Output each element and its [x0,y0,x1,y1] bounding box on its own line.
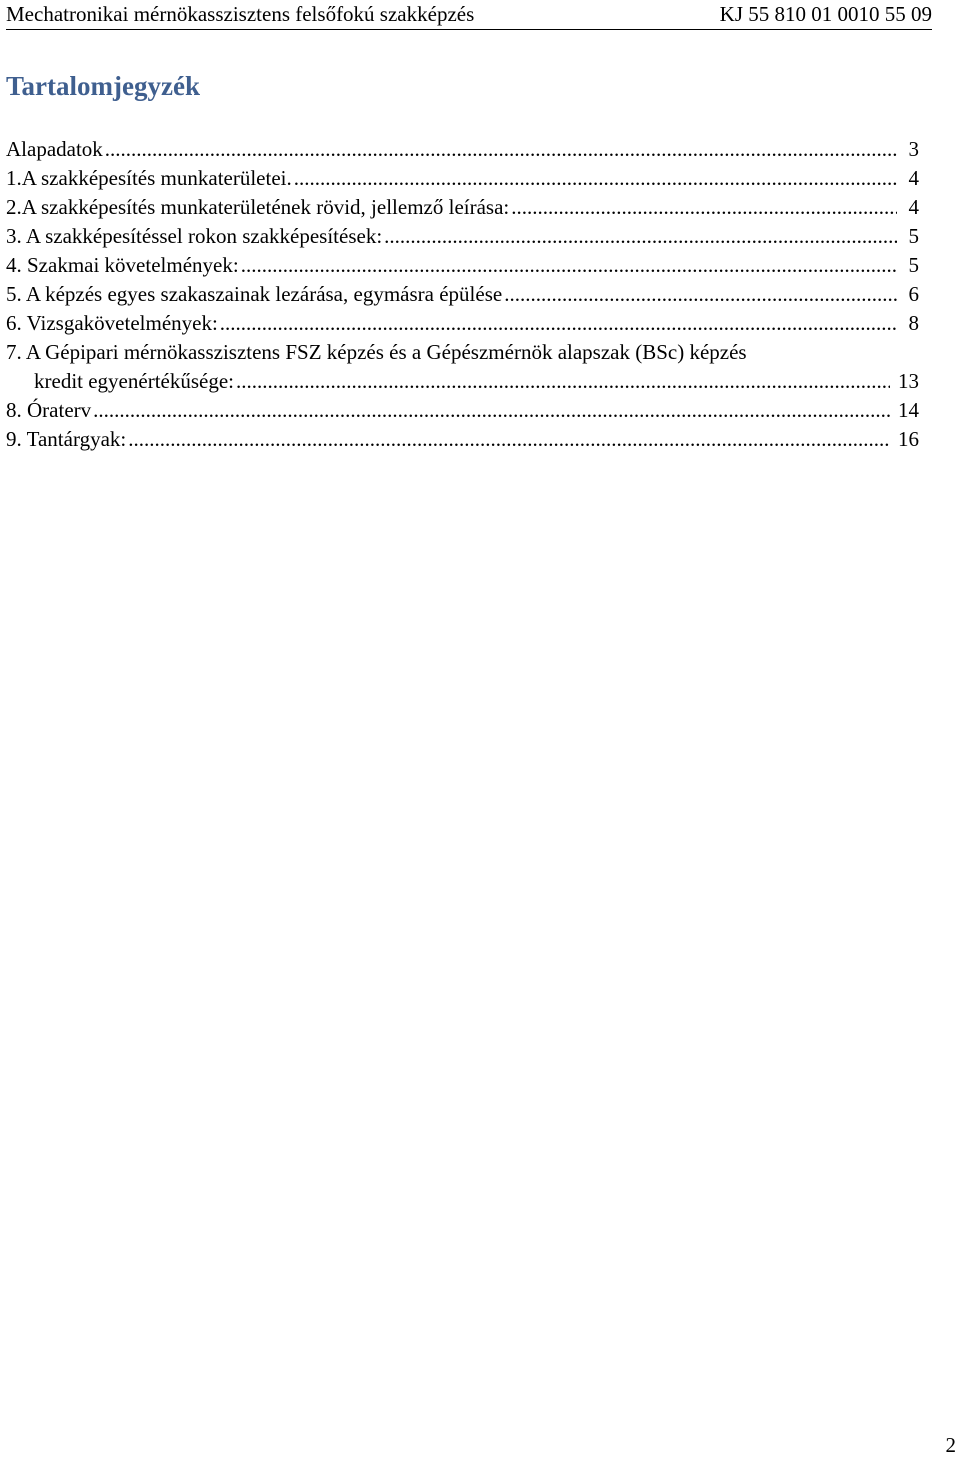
toc-entry-label: kredit egyenértékűsége: [34,369,234,393]
toc-entry-7-line2[interactable] [6,367,919,396]
toc-entry-page: 4 [908,195,919,219]
toc-entry-2[interactable] [6,193,919,222]
toc-entry-label: 5. A képzés egyes szakaszainak lezárása, egymásra épülése [6,282,503,306]
page-number: 2 [945,1433,956,1457]
toc-leader-dots [511,193,897,222]
toc-entry-page: 5 [908,253,919,277]
toc-leader-dots [236,367,890,396]
toc-entry-5[interactable] [6,280,919,309]
toc-entry-label: 9. Tantárgyak: [6,427,127,451]
toc-entry-9[interactable] [6,425,919,454]
toc-entry-page: 16 [898,427,919,451]
toc-entry-label: 1.A szakképesítés munkaterületei. [6,166,292,190]
toc-entry-label: Alapadatok [6,137,103,161]
header-course-title: Mechatronikai mérnökasszisztens felsőfokú szakképzés [6,2,475,26]
toc-leader-dots [105,135,897,164]
toc-entry-1[interactable] [6,164,919,193]
toc-leader-dots [128,425,890,454]
table-of-contents [6,135,919,454]
toc-entry-4[interactable] [6,251,919,280]
toc-entry-6[interactable] [6,309,919,338]
toc-entry-label: 2.A szakképesítés munkaterületének rövid, jellemző leírása: [6,195,510,219]
toc-leader-dots [504,280,897,309]
toc-entry-alapadatok[interactable] [6,135,919,164]
toc-entry-page: 8 [908,311,919,335]
toc-entry-label: 7. A Gépipari mérnökasszisztens FSZ képzés és a Gépészmérnök alapszak (BSc) képzés [6,340,747,364]
toc-leader-dots [294,164,897,193]
page-header [6,0,932,30]
toc-leader-dots [384,222,897,251]
toc-entry-page: 6 [908,282,919,306]
toc-entry-page: 13 [898,369,919,393]
toc-leader-dots [241,251,897,280]
toc-entry-page: 14 [898,398,919,422]
header-course-code: KJ 55 810 01 0010 55 09 [719,2,932,26]
toc-entry-7-line1[interactable] [6,338,919,367]
toc-entry-8[interactable] [6,396,919,425]
toc-leader-dots [93,396,890,425]
toc-entry-label: 6. Vizsgakövetelmények: [6,311,218,335]
toc-entry-page: 4 [908,166,919,190]
toc-entry-page: 5 [908,224,919,248]
toc-entry-3[interactable] [6,222,919,251]
toc-entry-label: 8. Óraterv [6,398,92,422]
toc-entry-page: 3 [908,137,919,161]
toc-leader-dots [220,309,897,338]
toc-entry-label: 3. A szakképesítéssel rokon szakképesítések: [6,224,383,248]
toc-title: Tartalomjegyzék [6,71,200,101]
toc-entry-label: 4. Szakmai követelmények: [6,253,239,277]
